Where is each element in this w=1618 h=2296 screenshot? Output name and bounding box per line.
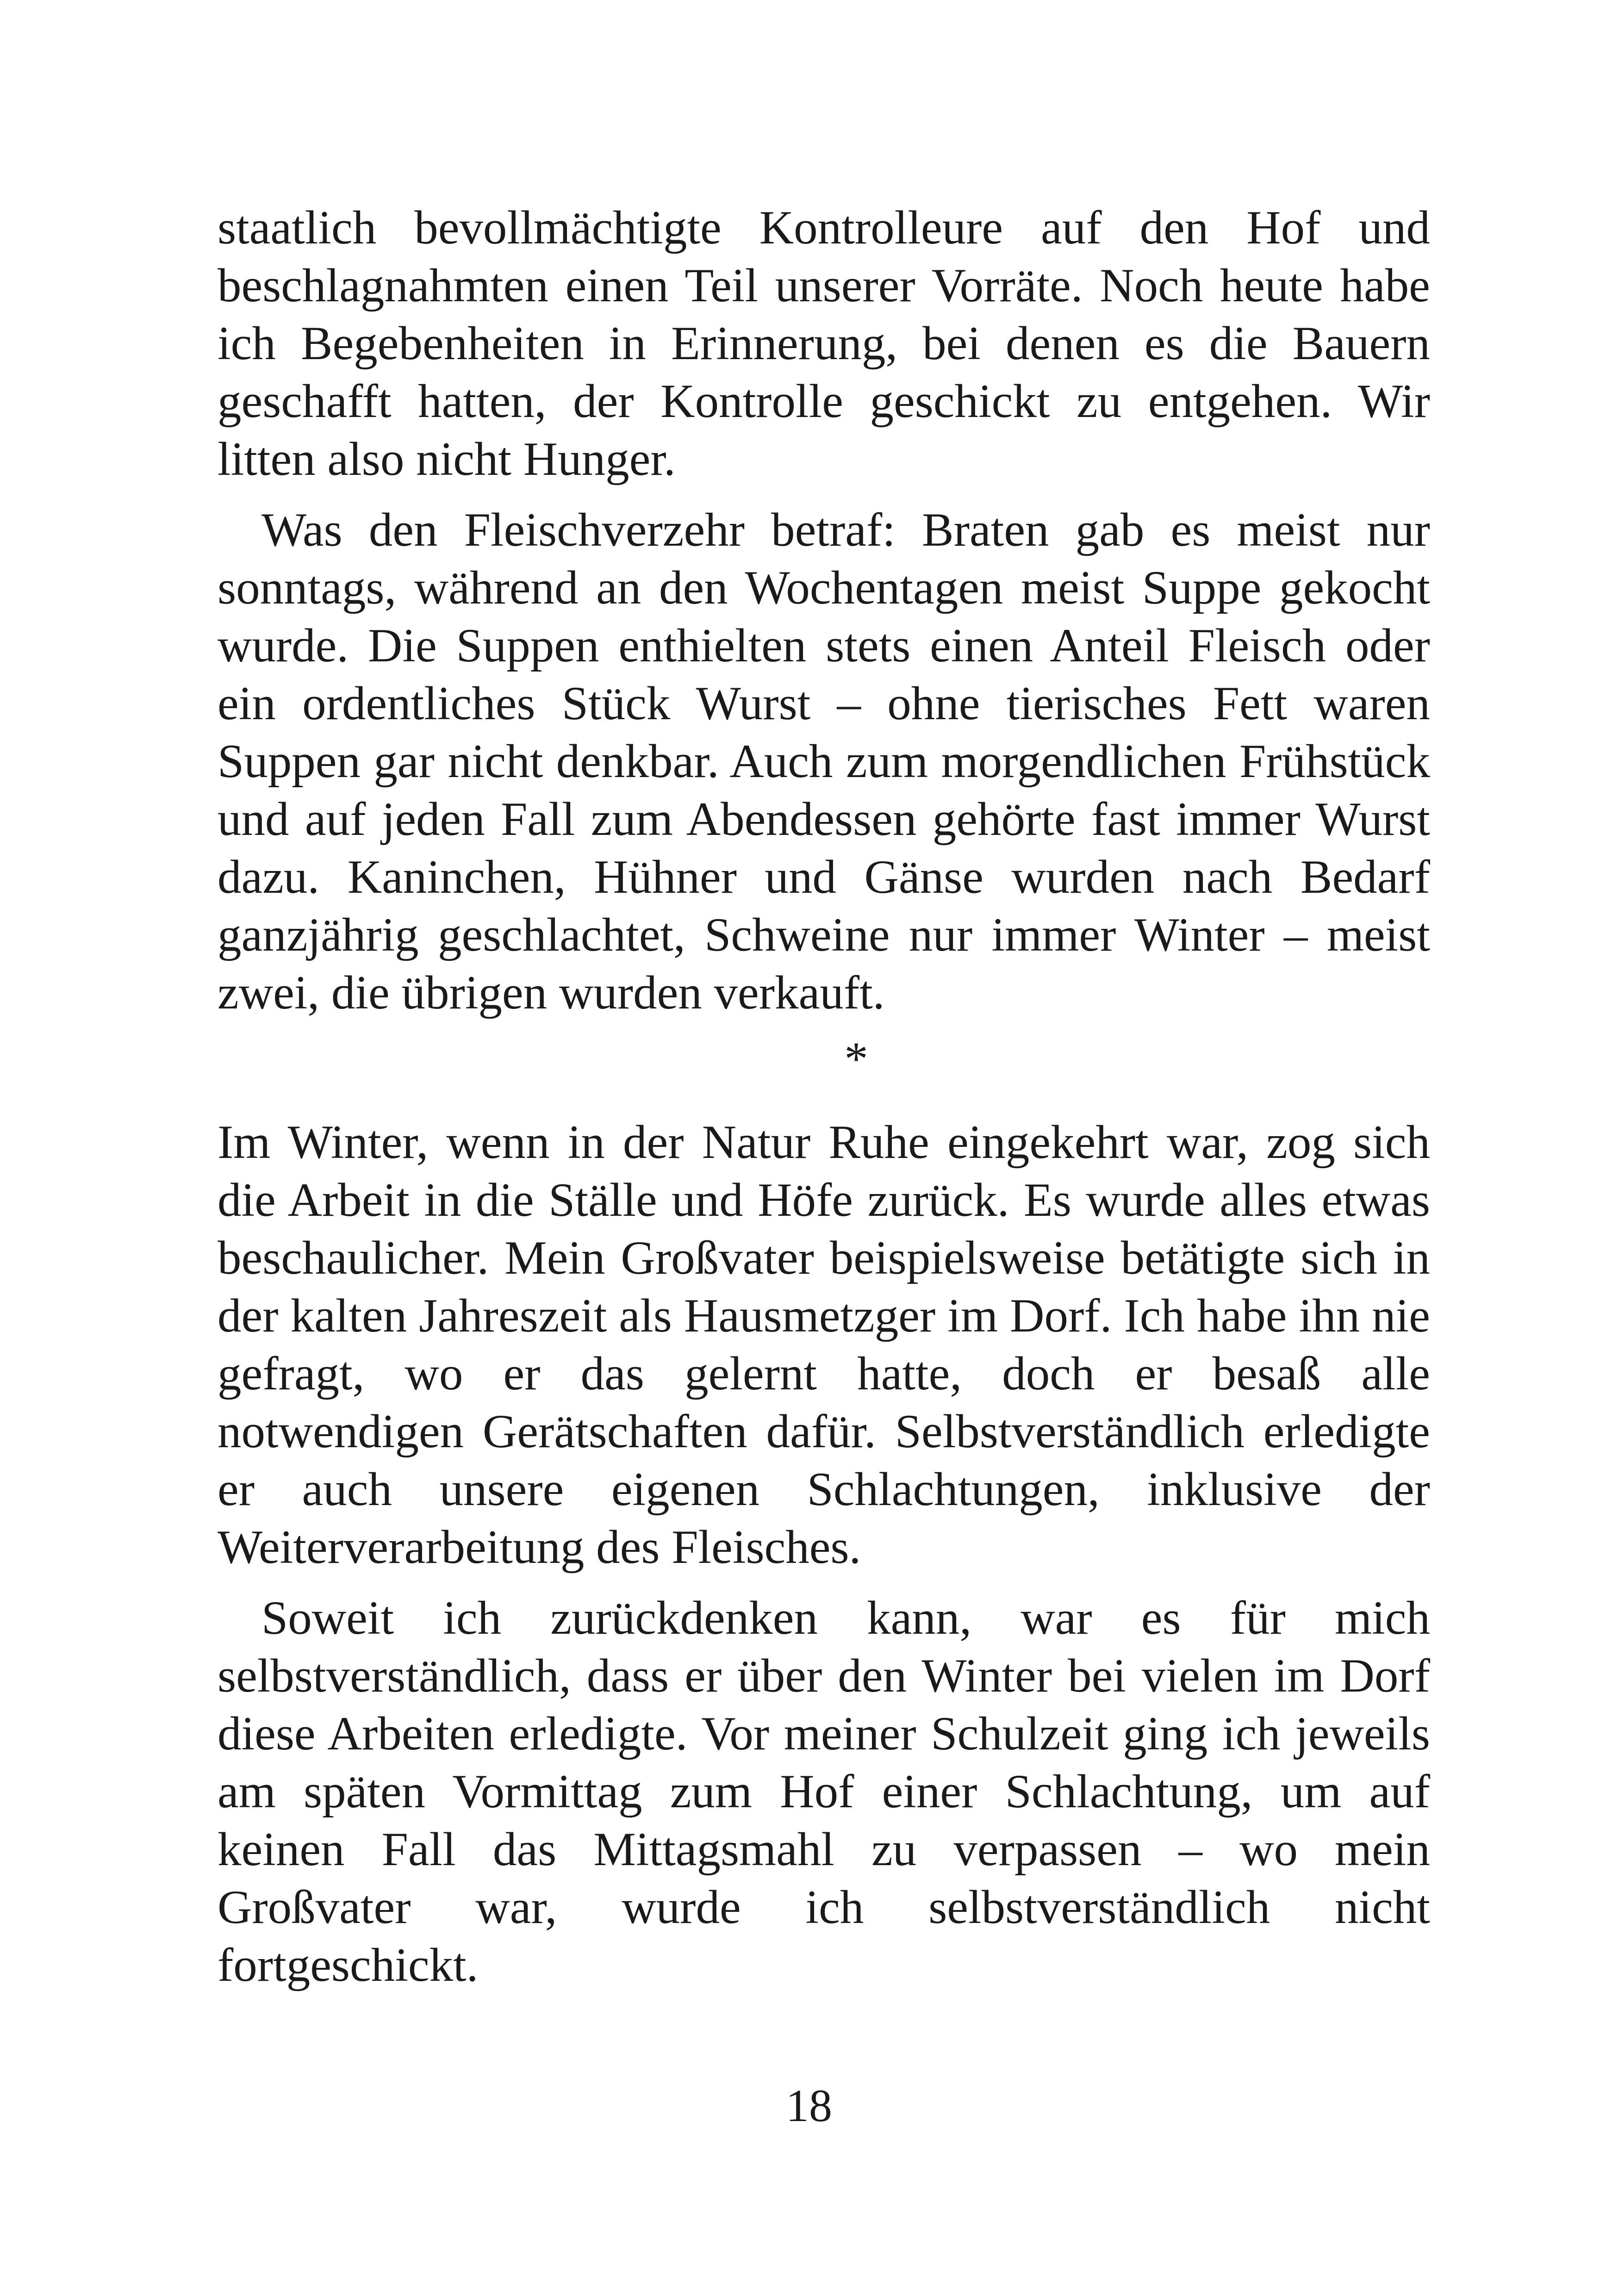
paragraph-3: Im Winter, wenn in der Natur Ruhe eingekehrt war, zog sich die Arbeit in die Ställe und Höfe zurück. Es wurde alles etwas beschaulicher. Mein Großvater beispielsweise betätigte sich in der kalten Jahreszeit als Hausmetzger im Dorf. Ich habe ihn nie gefragt, wo er das gelernt hatte, doch er besaß alle notwendigen Gerätschaften dafür. Selbstverständlich erledigte er auch unsere eigenen Schlachtungen, inklusive der Weiterverarbeitung des Fleisches. — [218, 1116, 1430, 1574]
paragraph-4: Soweit ich zurückdenken kann, war es für mich selbstverständlich, dass er über den Winter bei vielen im Dorf diese Arbeiten erledigte. Vor meiner Schulzeit ging ich jeweils am späten Vormittag zum Hof einer Schlachtung, um auf keinen Fall das Mittagsmahl zu verpassen – wo mein Großvater war, wurde ich selbstverständlich nicht fortgeschickt. — [218, 1592, 1430, 1991]
paragraph-2: Was den Fleischverzehr betraf: Braten gab es meist nur sonntags, während an den Wochentagen meist Suppe gekocht wurde. Die Suppen enthielten stets einen Anteil Fleisch oder ein ordentliches Stück Wurst – ohne tierisches Fett waren Suppen gar nicht denkbar. Auch zum morgendlichen Frühstück und auf jeden Fall zum Abendessen gehörte fast immer Wurst dazu. Kaninchen, Hühner und Gänse wurden nach Bedarf ganzjährig geschlachtet, Schweine nur immer Winter – meist zwei, die übrigen wurden verkauft. — [218, 504, 1430, 1019]
section-separator: * — [844, 1033, 868, 1085]
paragraph-1: staatlich bevollmächtigte Kontrolleure auf den Hof und beschlagnahmten einen Teil unserer Vorräte. Noch heute habe ich Begebenheiten in Erinnerung, bei denen es die Bauern geschafft hatten, der Kontrolle geschickt zu entgehen. Wir litten also nicht Hunger. — [218, 201, 1430, 485]
body-text — [218, 199, 1430, 1994]
page-number: 18 — [786, 2080, 832, 2131]
